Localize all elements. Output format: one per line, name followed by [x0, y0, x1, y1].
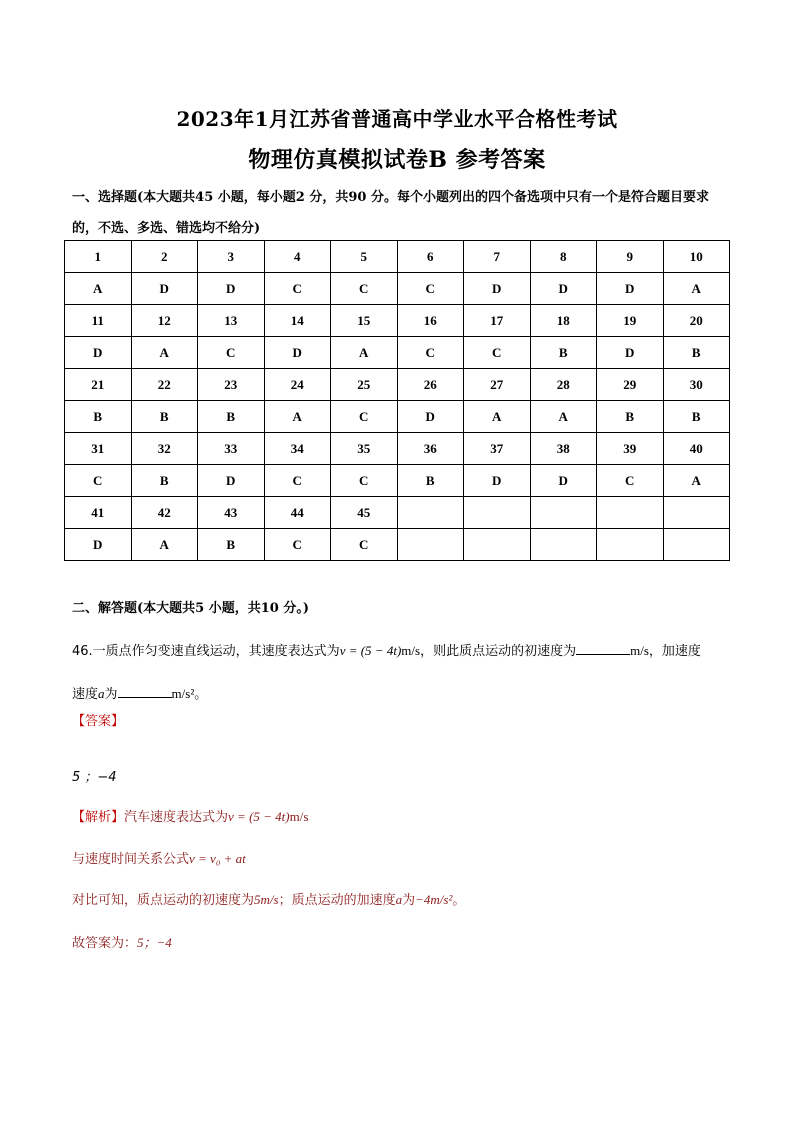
- question-number-cell: 37: [464, 433, 531, 465]
- answer-cell: [397, 529, 464, 561]
- question-number-cell: 20: [663, 305, 730, 337]
- answer-cell: C: [331, 465, 398, 497]
- question-number-cell: 17: [464, 305, 531, 337]
- question-number-cell: 8: [530, 241, 597, 273]
- explanation-unit: m/s: [289, 809, 309, 824]
- question-text: 。: [194, 687, 208, 702]
- explanation-text: 为: [402, 893, 416, 908]
- question-number-cell: 16: [397, 305, 464, 337]
- answer-cell: C: [597, 465, 664, 497]
- answer-table: [64, 240, 730, 561]
- answer-cell: B: [597, 401, 664, 433]
- question-number-cell: 19: [597, 305, 664, 337]
- question-number-row: [65, 241, 730, 273]
- question-number-cell: 2: [131, 241, 198, 273]
- question-number-row: [65, 369, 730, 401]
- explanation-line-1: [72, 806, 308, 825]
- explanation-text: 汽车速度表达式为: [124, 810, 229, 825]
- question-number-cell: 26: [397, 369, 464, 401]
- answer-cell: A: [663, 465, 730, 497]
- answer-cell: D: [597, 273, 664, 305]
- question-number-cell: 35: [331, 433, 398, 465]
- question-number-cell: 25: [331, 369, 398, 401]
- answer-cell: B: [663, 401, 730, 433]
- question-number-cell: 5: [331, 241, 398, 273]
- question-number-cell: 21: [65, 369, 132, 401]
- question-number-cell: 10: [663, 241, 730, 273]
- answer-cell: D: [397, 401, 464, 433]
- answer-cell: D: [530, 465, 597, 497]
- page-subtitle: 物理仿真模拟试卷B 参考答案: [248, 147, 546, 173]
- question-number-cell: 9: [597, 241, 664, 273]
- question-unit: m/s²: [171, 686, 195, 701]
- question-number-row: [65, 433, 730, 465]
- answer-row: [65, 529, 730, 561]
- question-number-cell: 31: [65, 433, 132, 465]
- answer-cell: A: [264, 401, 331, 433]
- answer-cell: B: [397, 465, 464, 497]
- explanation-value: −4m/s²: [415, 892, 453, 907]
- explanation-text: ；质点运动的加速度: [278, 893, 396, 908]
- question-unit: m/s: [401, 643, 421, 658]
- answer-cell: B: [131, 401, 198, 433]
- answer-cell: C: [264, 465, 331, 497]
- answer-cell: A: [131, 337, 198, 369]
- question-number-cell: 40: [663, 433, 730, 465]
- question-number-cell: 6: [397, 241, 464, 273]
- explanation-formula: v = v₀ + at: [189, 851, 246, 866]
- explanation-variable: a: [395, 892, 403, 907]
- question-number-cell: 14: [264, 305, 331, 337]
- answer-cell: B: [198, 529, 265, 561]
- question-number-row: [65, 305, 730, 337]
- question-number-cell: 27: [464, 369, 531, 401]
- answer-cell: [530, 529, 597, 561]
- question-formula: v = (5 − 4t): [339, 643, 402, 658]
- answer-cell: C: [397, 337, 464, 369]
- answer-cell: D: [597, 337, 664, 369]
- answer-row: [65, 337, 730, 369]
- question-number-cell: 44: [264, 497, 331, 529]
- question-number-cell: 34: [264, 433, 331, 465]
- answer-cell: C: [264, 529, 331, 561]
- answer-cell: A: [530, 401, 597, 433]
- explanation-text: 。: [452, 893, 466, 908]
- answer-cell: C: [331, 273, 398, 305]
- answer-cell: B: [663, 337, 730, 369]
- question-number-cell: 12: [131, 305, 198, 337]
- question-number-cell: 18: [530, 305, 597, 337]
- answer-cell: A: [464, 401, 531, 433]
- question-number-cell: [397, 497, 464, 529]
- answer-value: 5 ；−4: [72, 770, 117, 785]
- explanation-text: 与速度时间关系公式: [72, 852, 190, 867]
- explanation-tag: 【解析】: [72, 810, 125, 825]
- section1-heading: 一、选择题(本大题共45 小题，每小题2 分，共90 分。每个小题列出的四个备选项中只有一个是符合题目要求的，不选、多选、错选均不给分): [72, 190, 709, 236]
- explanation-line-2: [72, 848, 246, 867]
- question-number-cell: 22: [131, 369, 198, 401]
- answer-cell: D: [464, 273, 531, 305]
- question-text: ，加速度: [648, 644, 701, 659]
- answer-cell: [464, 529, 531, 561]
- question-number-cell: 41: [65, 497, 132, 529]
- answer-cell: D: [198, 273, 265, 305]
- question-text: 速度: [72, 687, 99, 702]
- question-number-cell: 45: [331, 497, 398, 529]
- question-number-cell: 29: [597, 369, 664, 401]
- question-number-cell: 32: [131, 433, 198, 465]
- page-title: 2023年1月江苏省普通高中学业水平合格性考试: [176, 107, 618, 131]
- answer-cell: A: [331, 337, 398, 369]
- question-number-cell: 33: [198, 433, 265, 465]
- answer-cell: B: [65, 401, 132, 433]
- explanation-line-4: [72, 932, 172, 951]
- question-number-cell: [663, 497, 730, 529]
- question-text: 46.一质点作匀变速直线运动，其速度表达式为: [72, 644, 340, 659]
- answer-tag: 【答案】: [72, 714, 125, 729]
- explanation-text: 故答案为：: [72, 936, 138, 951]
- answer-blank: [118, 685, 172, 698]
- question-unit: m/s: [630, 643, 649, 658]
- answer-cell: D: [65, 337, 132, 369]
- answer-cell: C: [198, 337, 265, 369]
- answer-cell: D: [65, 529, 132, 561]
- section2-heading: 二、解答题(本大题共5 小题，共10 分。): [72, 601, 309, 616]
- answer-cell: D: [530, 273, 597, 305]
- question-number-cell: 3: [198, 241, 265, 273]
- answer-blank: [576, 642, 630, 655]
- question-number-row: [65, 497, 730, 529]
- answer-cell: B: [530, 337, 597, 369]
- question-text: 为: [104, 687, 118, 702]
- question-number-cell: 4: [264, 241, 331, 273]
- question-number-cell: 30: [663, 369, 730, 401]
- explanation-text: 对比可知，质点运动的初速度为: [72, 893, 255, 908]
- answer-cell: D: [131, 273, 198, 305]
- question-number-cell: 36: [397, 433, 464, 465]
- question-number-cell: [464, 497, 531, 529]
- answer-row: [65, 401, 730, 433]
- question-number-cell: 23: [198, 369, 265, 401]
- question-number-cell: 15: [331, 305, 398, 337]
- explanation-value: 5m/s: [254, 892, 279, 907]
- answer-cell: B: [131, 465, 198, 497]
- explanation-value: 5；−4: [137, 935, 172, 950]
- answer-cell: B: [198, 401, 265, 433]
- question-number-cell: 38: [530, 433, 597, 465]
- answer-row: [65, 465, 730, 497]
- answer-cell: A: [663, 273, 730, 305]
- question-number-cell: [530, 497, 597, 529]
- question-number-cell: [597, 497, 664, 529]
- answer-cell: C: [464, 337, 531, 369]
- answer-cell: [663, 529, 730, 561]
- answer-cell: A: [131, 529, 198, 561]
- answer-cell: C: [65, 465, 132, 497]
- answer-cell: [597, 529, 664, 561]
- question-number-cell: 24: [264, 369, 331, 401]
- explanation-formula: v = (5 − 4t): [228, 809, 290, 824]
- answer-cell: D: [464, 465, 531, 497]
- answer-cell: C: [264, 273, 331, 305]
- answer-cell: C: [397, 273, 464, 305]
- question-number-cell: 39: [597, 433, 664, 465]
- answer-cell: A: [65, 273, 132, 305]
- question-46: [72, 630, 732, 716]
- question-number-cell: 13: [198, 305, 265, 337]
- question-number-cell: 42: [131, 497, 198, 529]
- answer-cell: D: [198, 465, 265, 497]
- question-number-cell: 11: [65, 305, 132, 337]
- question-number-cell: 43: [198, 497, 265, 529]
- answer-cell: C: [331, 401, 398, 433]
- question-number-cell: 28: [530, 369, 597, 401]
- answer-row: [65, 273, 730, 305]
- answer-cell: D: [264, 337, 331, 369]
- question-text: ，则此质点运动的初速度为: [420, 644, 577, 659]
- question-variable: a: [98, 686, 105, 701]
- explanation-line-3: [72, 889, 465, 908]
- question-number-cell: 1: [65, 241, 132, 273]
- question-number-cell: 7: [464, 241, 531, 273]
- answer-cell: C: [331, 529, 398, 561]
